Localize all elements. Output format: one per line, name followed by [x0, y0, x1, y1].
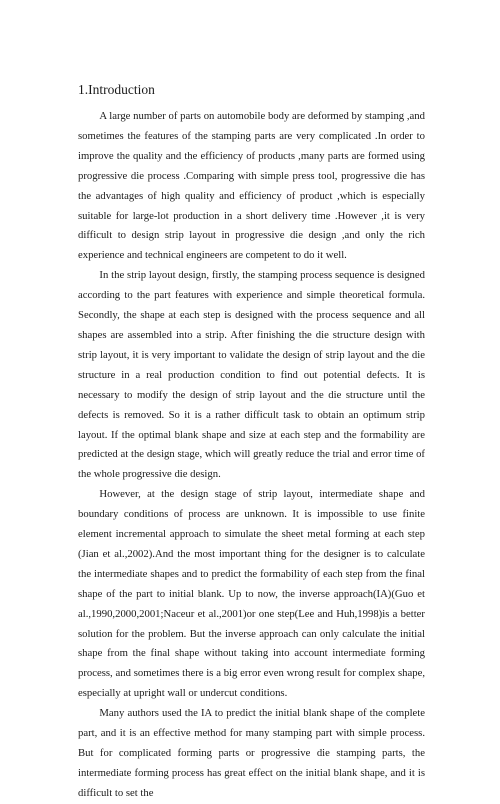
paragraph-2: In the strip layout design, firstly, the stamping process sequence is designed according to the part features with experience and simple theoretical formula. Secondly, the shape at each step is designed with the process sequence and all shapes are assembled into a strip. After finishing the die structure design with strip layout, it is very important to validate the design of strip layout and the die structure in a real production condition to find out potential defects. It is necessary to modify the design of strip layout and the die structure until the defects is removed. So it is a rather difficult task to obtain an optimum strip layout. If the optimal blank shape and size at each step and the formability are predicted at the design stage, which will greatly reduce the trial and error time of the whole progressive die design. — [78, 269, 425, 481]
section-heading: 1.Introduction — [78, 82, 155, 97]
body-text — [78, 107, 425, 804]
paragraph-3: However, at the design stage of strip layout, intermediate shape and boundary conditions of process are unknown. It is impossible to use finite element incremental approach to simulate the sheet metal forming at each step (Jian et al.,2002).And the most important thing for the designer is to calculate the intermediate shapes and to predict the formability of each step from the final shape of the part to initial blank. Up to now, the inverse approach(IA)(Guo et al.,1990,2000,2001;Naceur et al.,2001)or one step(Lee and Huh,1998)is a better solution for the problem. But the inverse approach can only calculate the initial shape from the final shape without taking into account intermediate forming process, and sometimes there is a big error even wrong result for complex shape, especially at upright wall or undercut conditions. — [78, 488, 425, 700]
paragraph-1: A large number of parts on automobile body are deformed by stamping ,and sometimes the features of the stamping parts are very complicated .In order to improve the quality and the efficiency of products ,many parts are formed using progressive die process .Comparing with simple press tool, progressive die has the advantages of high quality and efficiency of product ,which is especially suitable for large-lot production in a short delivery time .However ,it is very difficult to design strip layout in progressive die design ,and only the rich experience and technical engineers are competent to do it well. — [78, 110, 425, 262]
paragraph-4: Many authors used the IA to predict the initial blank shape of the complete part, and it is an effective method for many stamping part with simple process. But for complicated forming parts or progressive die stamping parts, the intermediate forming process has great effect on the initial blank shape, and it is difficult to set the — [78, 707, 425, 799]
